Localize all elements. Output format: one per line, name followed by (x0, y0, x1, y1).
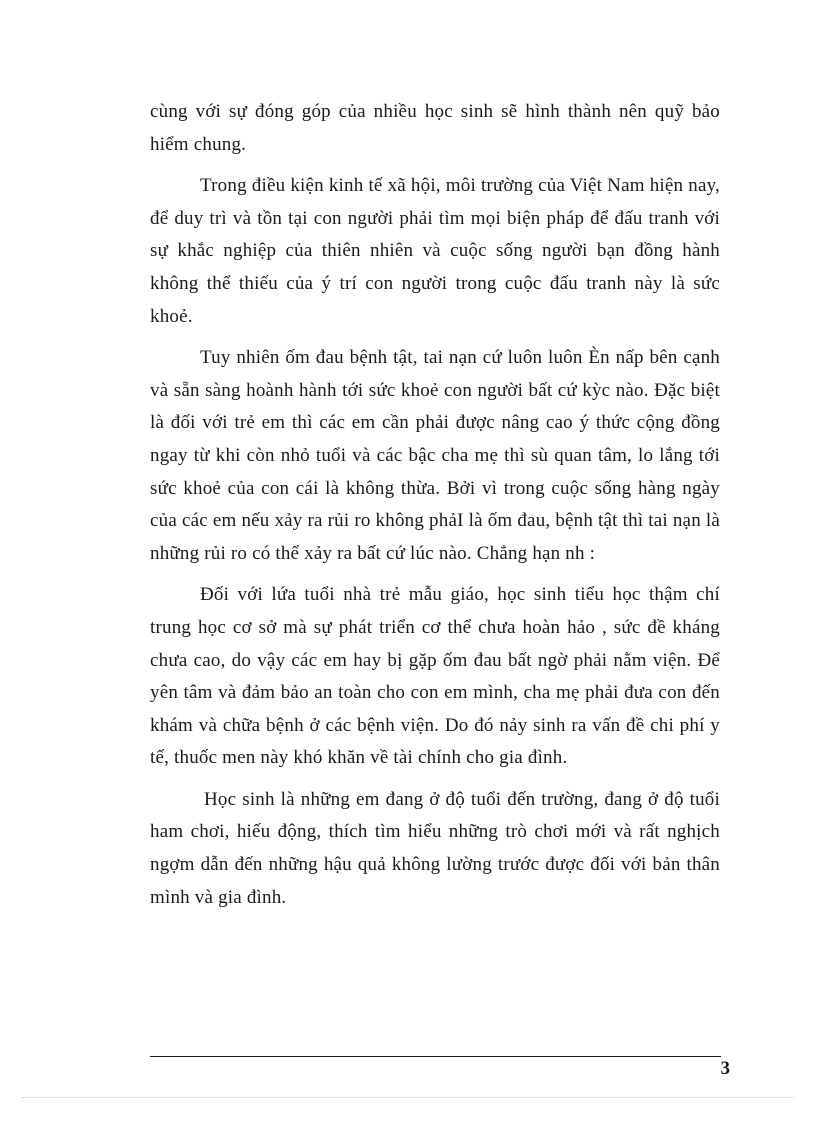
body-text (150, 96, 720, 914)
footer-rule (150, 1056, 721, 1057)
paragraph-2: Trong điều kiện kinh tế xã hội, môi trường của Việt Nam hiện nay, để duy trì và tồn tại con người phải tìm mọi biện pháp để đấu tranh với sự khắc nghiệp của thiên nhiên và cuộc sống người bạn đồng hành không thể thiếu của ý trí con người trong cuộc đấu tranh này là sức khoẻ. (150, 175, 720, 327)
page-number: 3 (720, 1058, 730, 1079)
paragraph-3: Tuy nhiên ốm đau bệnh tật, tai nạn cứ luôn luôn Èn nấp bên cạnh và sẵn sàng hoành hành tới sức khoẻ con người bất cứ kỳc nào. Đặc biệt là đối với trẻ em thì các em cần phải được nâng cao ý thức cộng đồng ngay từ khi còn nhỏ tuổi và các bậc cha mẹ thì sù quan tâm, lo lắng tới sức khoẻ của con cái là không thừa. Bởi vì trong cuộc sống hàng ngày của các em nếu xảy ra rủi ro không phảI là ốm đau, bệnh tật thì tai nạn là những rủi ro có thể xảy ra bất cứ lúc nào. Chẳng hạn nh : (150, 347, 720, 564)
paragraph-4: Đối với lứa tuổi nhà trẻ mẫu giáo, học sinh tiểu học thậm chí trung học cơ sở mà sự phát triển cơ thể chưa hoàn hảo , sức đề kháng chưa cao, do vậy các em hay bị gặp ốm đau bất ngờ phải nằm viện. Để yên tâm và đảm bảo an toàn cho con em mình, cha mẹ phải đưa con đến khám và chữa bệnh ở các bệnh viện. Do đó nảy sinh ra vấn đề chi phí y tế, thuốc men này khó khăn về tài chính cho gia đình. (150, 584, 720, 769)
paragraph-5: Học sinh là những em đang ở độ tuổi đến trường, đang ở độ tuổi ham chơi, hiếu động, thích tìm hiểu những trò chơi mới và rất nghịch ngợm dẫn đến những hậu quả không lường trước được đối với bản thân mình và gia đình. (150, 788, 720, 908)
paragraph-1: cùng với sự đóng góp của nhiều học sinh sẽ hình thành nên quỹ bảo hiểm chung. (150, 101, 720, 155)
page-edge-divider (22, 1097, 794, 1098)
